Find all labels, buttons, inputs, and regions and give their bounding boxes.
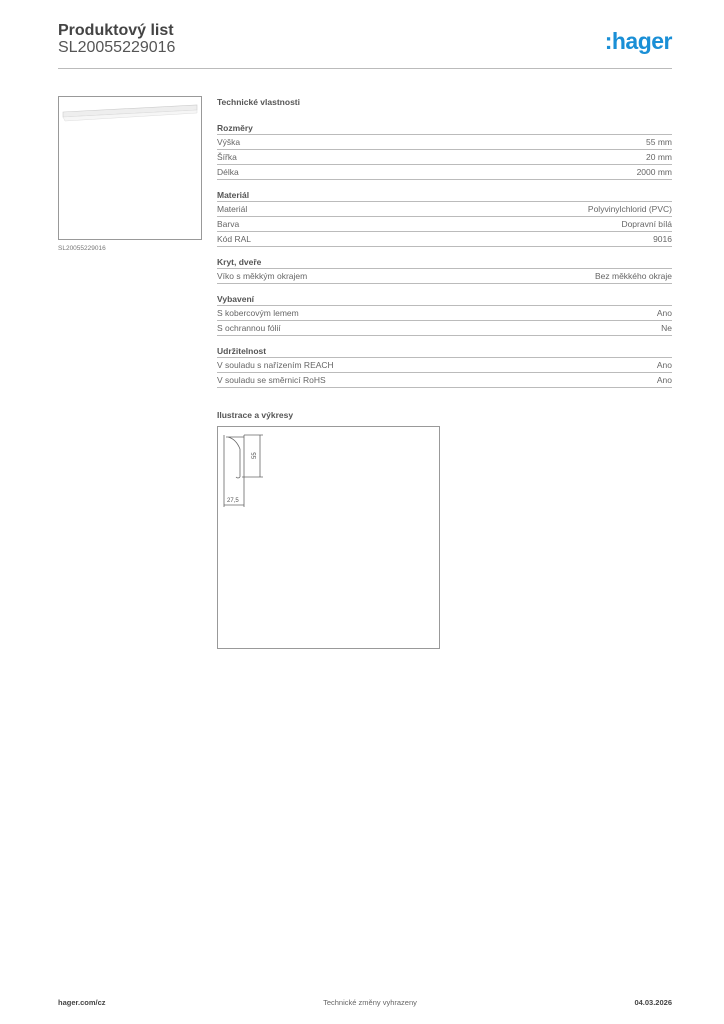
spec-label: V souladu s nařízením REACH [217, 360, 334, 370]
spec-value: Polyvinylchlorid (PVC) [587, 204, 672, 214]
spec-value: Bez měkkého okraje [594, 271, 672, 281]
spec-row [217, 217, 672, 232]
technical-specs [217, 97, 672, 649]
technical-drawing [217, 426, 440, 649]
image-caption: SL20055229016 [58, 245, 106, 252]
section-title: Vybavení [217, 292, 672, 306]
spec-section [217, 292, 672, 336]
spec-row [217, 358, 672, 373]
spec-section [217, 121, 672, 180]
dim-height: 55 [252, 452, 258, 459]
spec-row [217, 135, 672, 150]
page-title: Produktový list [58, 22, 174, 39]
website-link[interactable]: hager.com/cz [58, 998, 106, 1007]
section-title: Rozměry [217, 121, 672, 135]
spec-label: S kobercovým lemem [217, 308, 299, 318]
hager-logo: :hager [604, 28, 672, 54]
spec-row [217, 269, 672, 284]
footer-note: Technické změny vyhrazeny [323, 998, 417, 1007]
spec-row [217, 150, 672, 165]
spec-row [217, 165, 672, 180]
spec-section [217, 344, 672, 388]
spec-value: Ne [661, 323, 672, 333]
spec-row [217, 202, 672, 217]
spec-label: S ochrannou fólií [217, 323, 281, 333]
spec-row [217, 306, 672, 321]
dim-width: 27,5 [227, 498, 239, 504]
profile-drawing [218, 427, 439, 648]
spec-value: Ano [656, 375, 672, 385]
spec-value: 9016 [653, 234, 672, 244]
spec-value: Ano [656, 360, 672, 370]
product-code: SL20055229016 [58, 39, 176, 56]
spec-value: Ano [656, 308, 672, 318]
section-title: Materiál [217, 188, 672, 202]
spec-section [217, 255, 672, 284]
footer-date: 04.03.2026 [634, 998, 672, 1007]
spec-label: Kód RAL [217, 234, 252, 244]
spec-label: Výška [217, 137, 241, 147]
specs-heading: Technické vlastnosti [217, 97, 300, 107]
section-title: Udržitelnost [217, 344, 672, 358]
section-title: Kryt, dveře [217, 255, 672, 269]
spec-label: Materiál [217, 204, 248, 214]
spec-value: 55 mm [646, 137, 672, 147]
spec-value: 20 mm [646, 152, 672, 162]
spec-label: Barva [217, 219, 240, 229]
spec-label: Víko s měkkým okrajem [217, 271, 308, 281]
spec-label: V souladu se směrnicí RoHS [217, 375, 326, 385]
spec-value: 2000 mm [636, 167, 672, 177]
product-image [58, 96, 202, 240]
spec-row [217, 232, 672, 247]
product-picture [59, 97, 201, 239]
spec-value: Dopravní bílá [621, 219, 672, 229]
header-divider [58, 68, 672, 69]
spec-row [217, 321, 672, 336]
spec-section [217, 188, 672, 247]
spec-row [217, 373, 672, 388]
illustration-heading: Ilustrace a výkresy [217, 410, 294, 420]
spec-label: Šířka [217, 152, 237, 162]
spec-label: Délka [217, 167, 239, 177]
footer [58, 998, 672, 1007]
